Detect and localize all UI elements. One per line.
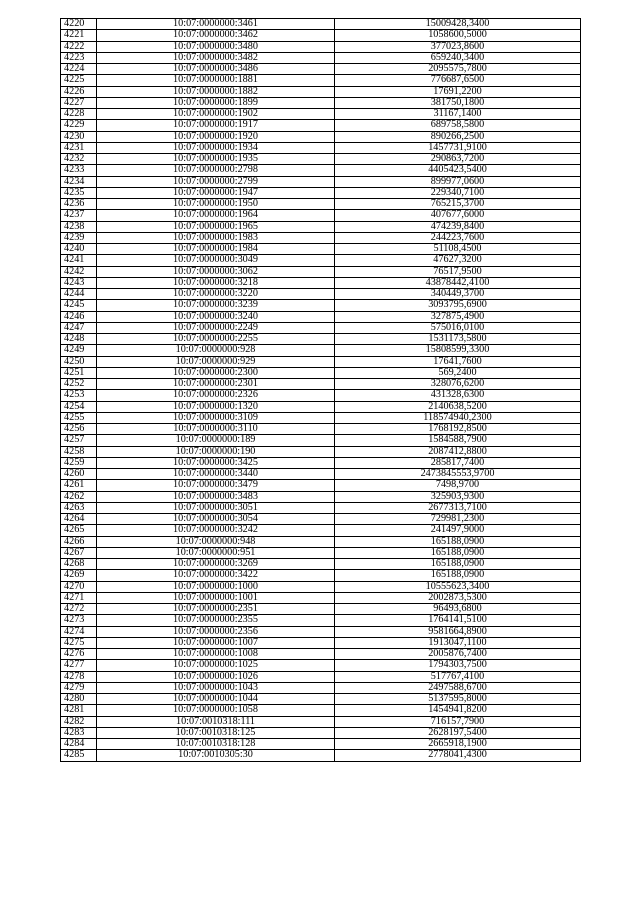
- table-row: [61, 266, 581, 277]
- row-number-cell: 4270: [61, 581, 97, 592]
- row-number-cell: 4274: [61, 626, 97, 637]
- value-cell: 1531173,5800: [335, 334, 581, 345]
- table-row: [61, 86, 581, 97]
- value-cell: 1913047,1100: [335, 637, 581, 648]
- row-number-cell: 4241: [61, 255, 97, 266]
- row-number-cell: 4227: [61, 97, 97, 108]
- cadastral-number-cell: 10:07:0000000:3425: [97, 457, 335, 468]
- table-row: [61, 221, 581, 232]
- cadastral-number-cell: 10:07:0000000:2351: [97, 604, 335, 615]
- table-row: [61, 626, 581, 637]
- cadastral-number-cell: 10:07:0000000:3440: [97, 469, 335, 480]
- table-row: [61, 379, 581, 390]
- table-row: [61, 356, 581, 367]
- value-cell: 327875,4900: [335, 311, 581, 322]
- row-number-cell: 4250: [61, 356, 97, 367]
- table-row: [61, 615, 581, 626]
- value-cell: 31167,1400: [335, 109, 581, 120]
- table-body: [61, 19, 581, 762]
- table-row: [61, 367, 581, 378]
- table-row: [61, 660, 581, 671]
- cadastral-number-cell: 10:07:0010318:111: [97, 716, 335, 727]
- row-number-cell: 4279: [61, 682, 97, 693]
- row-number-cell: 4251: [61, 367, 97, 378]
- table-row: [61, 277, 581, 288]
- row-number-cell: 4248: [61, 334, 97, 345]
- cadastral-number-cell: 10:07:0000000:1917: [97, 120, 335, 131]
- cadastral-number-cell: 10:07:0000000:3462: [97, 30, 335, 41]
- row-number-cell: 4242: [61, 266, 97, 277]
- table-row: [61, 75, 581, 86]
- cadastral-number-cell: 10:07:0010305:30: [97, 750, 335, 761]
- row-number-cell: 4257: [61, 435, 97, 446]
- row-number-cell: 4235: [61, 187, 97, 198]
- table-row: [61, 401, 581, 412]
- row-number-cell: 4260: [61, 469, 97, 480]
- cadastral-number-cell: 10:07:0000000:2798: [97, 165, 335, 176]
- table-row: [61, 750, 581, 761]
- value-cell: 229340,7100: [335, 187, 581, 198]
- table-row: [61, 345, 581, 356]
- table-row: [61, 255, 581, 266]
- value-cell: 2497588,6700: [335, 682, 581, 693]
- cadastral-number-cell: 10:07:0000000:189: [97, 435, 335, 446]
- row-number-cell: 4277: [61, 660, 97, 671]
- cadastral-number-cell: 10:07:0000000:3479: [97, 480, 335, 491]
- cadastral-number-cell: 10:07:0000000:948: [97, 536, 335, 547]
- table-row: [61, 716, 581, 727]
- cadastral-number-cell: 10:07:0000000:3461: [97, 19, 335, 30]
- value-cell: 776687,6500: [335, 75, 581, 86]
- table-row: [61, 165, 581, 176]
- cadastral-number-cell: 10:07:0000000:1008: [97, 649, 335, 660]
- row-number-cell: 4226: [61, 86, 97, 97]
- row-number-cell: 4225: [61, 75, 97, 86]
- table-row: [61, 97, 581, 108]
- row-number-cell: 4231: [61, 142, 97, 153]
- row-number-cell: 4282: [61, 716, 97, 727]
- cadastral-number-cell: 10:07:0000000:3062: [97, 266, 335, 277]
- row-number-cell: 4238: [61, 221, 97, 232]
- row-number-cell: 4263: [61, 502, 97, 513]
- cadastral-number-cell: 10:07:0010318:128: [97, 739, 335, 750]
- cadastral-number-cell: 10:07:0000000:3483: [97, 491, 335, 502]
- row-number-cell: 4243: [61, 277, 97, 288]
- row-number-cell: 4280: [61, 694, 97, 705]
- row-number-cell: 4253: [61, 390, 97, 401]
- table-row: [61, 64, 581, 75]
- table-row: [61, 52, 581, 63]
- row-number-cell: 4285: [61, 750, 97, 761]
- value-cell: 729981,2300: [335, 514, 581, 525]
- value-cell: 165188,0900: [335, 570, 581, 581]
- row-number-cell: 4269: [61, 570, 97, 581]
- cadastral-number-cell: 10:07:0000000:1058: [97, 705, 335, 716]
- value-cell: 43878442,4100: [335, 277, 581, 288]
- value-cell: 517767,4100: [335, 671, 581, 682]
- value-cell: 1764141,5100: [335, 615, 581, 626]
- table-row: [61, 109, 581, 120]
- row-number-cell: 4233: [61, 165, 97, 176]
- value-cell: 96493,6800: [335, 604, 581, 615]
- value-cell: 2095575,7800: [335, 64, 581, 75]
- table-row: [61, 210, 581, 221]
- value-cell: 2778041,4300: [335, 750, 581, 761]
- row-number-cell: 4278: [61, 671, 97, 682]
- value-cell: 1454941,8200: [335, 705, 581, 716]
- table-row: [61, 559, 581, 570]
- row-number-cell: 4236: [61, 199, 97, 210]
- cadastral-number-cell: 10:07:0000000:1007: [97, 637, 335, 648]
- data-table: [60, 18, 581, 762]
- value-cell: 2628197,5400: [335, 727, 581, 738]
- value-cell: 5137595,8000: [335, 694, 581, 705]
- cadastral-number-cell: 10:07:0000000:2255: [97, 334, 335, 345]
- value-cell: 9581664,8900: [335, 626, 581, 637]
- row-number-cell: 4223: [61, 52, 97, 63]
- cadastral-number-cell: 10:07:0000000:1965: [97, 221, 335, 232]
- table-row: [61, 457, 581, 468]
- value-cell: 407677,6000: [335, 210, 581, 221]
- table-row: [61, 649, 581, 660]
- row-number-cell: 4240: [61, 244, 97, 255]
- cadastral-number-cell: 10:07:0000000:1001: [97, 592, 335, 603]
- cadastral-number-cell: 10:07:0000000:3054: [97, 514, 335, 525]
- table-row: [61, 390, 581, 401]
- table-row: [61, 480, 581, 491]
- cadastral-number-cell: 10:07:0000000:3480: [97, 41, 335, 52]
- table-row: [61, 30, 581, 41]
- row-number-cell: 4262: [61, 491, 97, 502]
- value-cell: 716157,7900: [335, 716, 581, 727]
- cadastral-number-cell: 10:07:0000000:3240: [97, 311, 335, 322]
- table-row: [61, 131, 581, 142]
- cadastral-number-cell: 10:07:0000000:1984: [97, 244, 335, 255]
- value-cell: 2677313,7100: [335, 502, 581, 513]
- cadastral-number-cell: 10:07:0000000:1964: [97, 210, 335, 221]
- table-row: [61, 739, 581, 750]
- table-row: [61, 502, 581, 513]
- cadastral-number-cell: 10:07:0000000:1920: [97, 131, 335, 142]
- value-cell: 2140638,5200: [335, 401, 581, 412]
- value-cell: 575016,0100: [335, 322, 581, 333]
- value-cell: 340449,3700: [335, 289, 581, 300]
- value-cell: 118574940,2300: [335, 412, 581, 423]
- cadastral-number-cell: 10:07:0000000:2326: [97, 390, 335, 401]
- value-cell: 17691,2200: [335, 86, 581, 97]
- value-cell: 1457731,9100: [335, 142, 581, 153]
- value-cell: 165188,0900: [335, 547, 581, 558]
- cadastral-number-cell: 10:07:0000000:3110: [97, 424, 335, 435]
- cadastral-number-cell: 10:07:0000000:3242: [97, 525, 335, 536]
- table-row: [61, 446, 581, 457]
- row-number-cell: 4273: [61, 615, 97, 626]
- cadastral-number-cell: 10:07:0000000:3239: [97, 300, 335, 311]
- value-cell: 899977,0600: [335, 176, 581, 187]
- table-row: [61, 705, 581, 716]
- value-cell: 1794303,7500: [335, 660, 581, 671]
- cadastral-number-cell: 10:07:0000000:1934: [97, 142, 335, 153]
- cadastral-number-cell: 10:07:0000000:2356: [97, 626, 335, 637]
- table-row: [61, 604, 581, 615]
- cadastral-number-cell: 10:07:0000000:1902: [97, 109, 335, 120]
- cadastral-number-cell: 10:07:0000000:1935: [97, 154, 335, 165]
- cadastral-number-cell: 10:07:0000000:3422: [97, 570, 335, 581]
- value-cell: 765215,3700: [335, 199, 581, 210]
- row-number-cell: 4261: [61, 480, 97, 491]
- value-cell: 165188,0900: [335, 536, 581, 547]
- cadastral-number-cell: 10:07:0000000:1983: [97, 232, 335, 243]
- row-number-cell: 4265: [61, 525, 97, 536]
- cadastral-number-cell: 10:07:0000000:1043: [97, 682, 335, 693]
- value-cell: 290863,7200: [335, 154, 581, 165]
- table-row: [61, 187, 581, 198]
- cadastral-number-cell: 10:07:0000000:929: [97, 356, 335, 367]
- table-row: [61, 536, 581, 547]
- table-row: [61, 491, 581, 502]
- cadastral-number-cell: 10:07:0000000:3051: [97, 502, 335, 513]
- cadastral-number-cell: 10:07:0000000:1026: [97, 671, 335, 682]
- value-cell: 1584588,7900: [335, 435, 581, 446]
- table-row: [61, 592, 581, 603]
- value-cell: 1058600,5000: [335, 30, 581, 41]
- value-cell: 689758,5800: [335, 120, 581, 131]
- cadastral-number-cell: 10:07:0000000:2355: [97, 615, 335, 626]
- table-row: [61, 547, 581, 558]
- cadastral-number-cell: 10:07:0000000:1000: [97, 581, 335, 592]
- row-number-cell: 4244: [61, 289, 97, 300]
- row-number-cell: 4266: [61, 536, 97, 547]
- table-row: [61, 19, 581, 30]
- cadastral-number-cell: 10:07:0000000:2301: [97, 379, 335, 390]
- row-number-cell: 4281: [61, 705, 97, 716]
- table-row: [61, 694, 581, 705]
- value-cell: 474239,8400: [335, 221, 581, 232]
- row-number-cell: 4246: [61, 311, 97, 322]
- row-number-cell: 4258: [61, 446, 97, 457]
- table-row: [61, 199, 581, 210]
- cadastral-number-cell: 10:07:0000000:951: [97, 547, 335, 558]
- value-cell: 2473845553,9700: [335, 469, 581, 480]
- cadastral-number-cell: 10:07:0000000:3269: [97, 559, 335, 570]
- table-row: [61, 727, 581, 738]
- table-row: [61, 334, 581, 345]
- row-number-cell: 4230: [61, 131, 97, 142]
- cadastral-number-cell: 10:07:0000000:3109: [97, 412, 335, 423]
- row-number-cell: 4268: [61, 559, 97, 570]
- row-number-cell: 4272: [61, 604, 97, 615]
- row-number-cell: 4221: [61, 30, 97, 41]
- value-cell: 328076,6200: [335, 379, 581, 390]
- row-number-cell: 4220: [61, 19, 97, 30]
- table-row: [61, 244, 581, 255]
- row-number-cell: 4284: [61, 739, 97, 750]
- row-number-cell: 4237: [61, 210, 97, 221]
- row-number-cell: 4267: [61, 547, 97, 558]
- row-number-cell: 4256: [61, 424, 97, 435]
- row-number-cell: 4239: [61, 232, 97, 243]
- cadastral-number-cell: 10:07:0000000:1950: [97, 199, 335, 210]
- row-number-cell: 4271: [61, 592, 97, 603]
- cadastral-number-cell: 10:07:0010318:125: [97, 727, 335, 738]
- table-row: [61, 322, 581, 333]
- cadastral-number-cell: 10:07:0000000:3486: [97, 64, 335, 75]
- cadastral-number-cell: 10:07:0000000:2799: [97, 176, 335, 187]
- row-number-cell: 4259: [61, 457, 97, 468]
- value-cell: 381750,1800: [335, 97, 581, 108]
- cadastral-number-cell: 10:07:0000000:3482: [97, 52, 335, 63]
- cadastral-number-cell: 10:07:0000000:1947: [97, 187, 335, 198]
- cadastral-number-cell: 10:07:0000000:1044: [97, 694, 335, 705]
- value-cell: 15808599,3300: [335, 345, 581, 356]
- table-row: [61, 637, 581, 648]
- cadastral-number-cell: 10:07:0000000:1881: [97, 75, 335, 86]
- value-cell: 244223,7600: [335, 232, 581, 243]
- row-number-cell: 4252: [61, 379, 97, 390]
- value-cell: 2002873,5300: [335, 592, 581, 603]
- cadastral-number-cell: 10:07:0000000:2249: [97, 322, 335, 333]
- table-row: [61, 120, 581, 131]
- table-row: [61, 142, 581, 153]
- row-number-cell: 4264: [61, 514, 97, 525]
- row-number-cell: 4276: [61, 649, 97, 660]
- cadastral-number-cell: 10:07:0000000:1025: [97, 660, 335, 671]
- table-row: [61, 311, 581, 322]
- value-cell: 2665918,1900: [335, 739, 581, 750]
- value-cell: 2087412,8800: [335, 446, 581, 457]
- value-cell: 431328,6300: [335, 390, 581, 401]
- table-row: [61, 435, 581, 446]
- row-number-cell: 4245: [61, 300, 97, 311]
- row-number-cell: 4255: [61, 412, 97, 423]
- row-number-cell: 4232: [61, 154, 97, 165]
- row-number-cell: 4234: [61, 176, 97, 187]
- value-cell: 7498,9700: [335, 480, 581, 491]
- value-cell: 51108,4500: [335, 244, 581, 255]
- table-row: [61, 232, 581, 243]
- table-row: [61, 412, 581, 423]
- cadastral-number-cell: 10:07:0000000:1882: [97, 86, 335, 97]
- table-row: [61, 300, 581, 311]
- value-cell: 76517,9500: [335, 266, 581, 277]
- table-row: [61, 289, 581, 300]
- row-number-cell: 4283: [61, 727, 97, 738]
- value-cell: 10555623,3400: [335, 581, 581, 592]
- cadastral-number-cell: 10:07:0000000:3220: [97, 289, 335, 300]
- row-number-cell: 4247: [61, 322, 97, 333]
- table-row: [61, 682, 581, 693]
- value-cell: 2005876,7400: [335, 649, 581, 660]
- value-cell: 17641,7600: [335, 356, 581, 367]
- table-row: [61, 154, 581, 165]
- value-cell: 3093795,6900: [335, 300, 581, 311]
- value-cell: 4405423,5400: [335, 165, 581, 176]
- table-row: [61, 570, 581, 581]
- row-number-cell: 4275: [61, 637, 97, 648]
- table-row: [61, 176, 581, 187]
- cadastral-number-cell: 10:07:0000000:3218: [97, 277, 335, 288]
- row-number-cell: 4224: [61, 64, 97, 75]
- table-row: [61, 525, 581, 536]
- table-row: [61, 581, 581, 592]
- cadastral-number-cell: 10:07:0000000:1899: [97, 97, 335, 108]
- row-number-cell: 4254: [61, 401, 97, 412]
- cadastral-number-cell: 10:07:0000000:2300: [97, 367, 335, 378]
- table-row: [61, 41, 581, 52]
- value-cell: 890266,2500: [335, 131, 581, 142]
- value-cell: 569,2400: [335, 367, 581, 378]
- table-row: [61, 469, 581, 480]
- value-cell: 15009428,3400: [335, 19, 581, 30]
- row-number-cell: 4222: [61, 41, 97, 52]
- row-number-cell: 4228: [61, 109, 97, 120]
- value-cell: 285817,7400: [335, 457, 581, 468]
- value-cell: 1768192,8500: [335, 424, 581, 435]
- value-cell: 325903,9300: [335, 491, 581, 502]
- cadastral-number-cell: 10:07:0000000:1320: [97, 401, 335, 412]
- value-cell: 659240,3400: [335, 52, 581, 63]
- cadastral-number-cell: 10:07:0000000:190: [97, 446, 335, 457]
- value-cell: 377023,8600: [335, 41, 581, 52]
- cadastral-number-cell: 10:07:0000000:3049: [97, 255, 335, 266]
- row-number-cell: 4249: [61, 345, 97, 356]
- table-row: [61, 424, 581, 435]
- table-row: [61, 671, 581, 682]
- value-cell: 241497,9000: [335, 525, 581, 536]
- cadastral-number-cell: 10:07:0000000:928: [97, 345, 335, 356]
- row-number-cell: 4229: [61, 120, 97, 131]
- table-row: [61, 514, 581, 525]
- value-cell: 165188,0900: [335, 559, 581, 570]
- value-cell: 47627,3200: [335, 255, 581, 266]
